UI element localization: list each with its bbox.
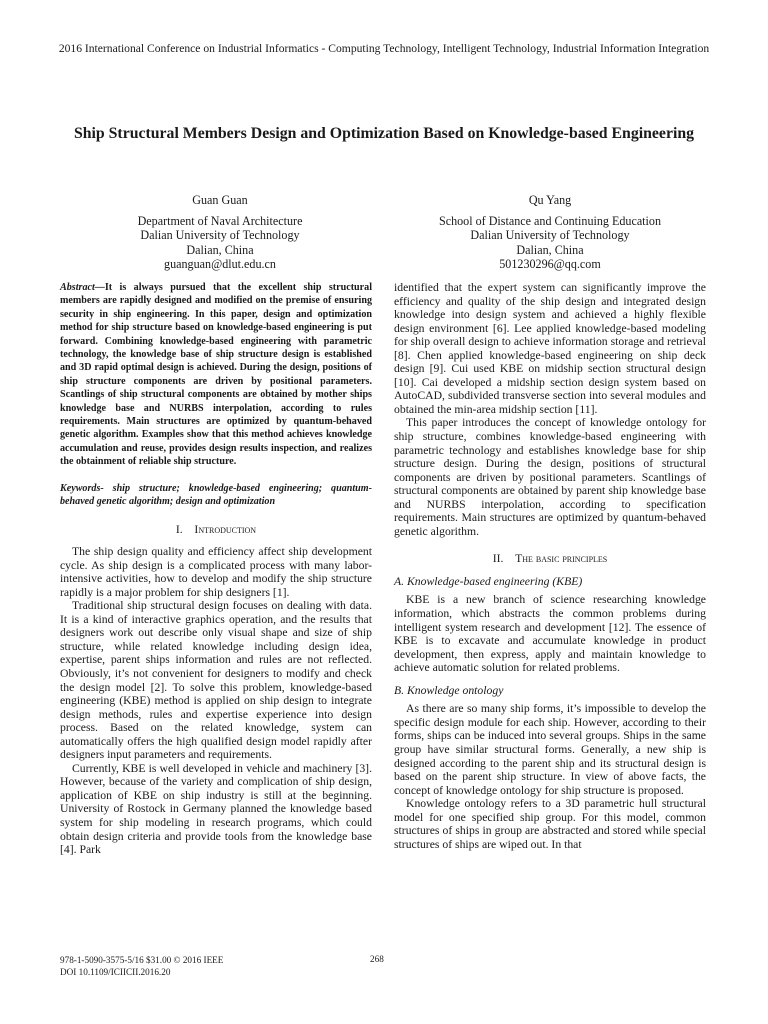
author-block-1	[70, 193, 370, 272]
section-heading-2	[394, 552, 706, 566]
subsection-heading-a: A. Knowledge-based engineering (KBE)	[394, 574, 583, 588]
keywords: Keywords- ship structure; knowledge-based engineering; quantum-behaved genetic algorithm; design and optimization	[60, 482, 372, 508]
section-number: I.	[175, 522, 183, 536]
paragraph: identified that the expert system can significantly improve the efficiency and quality of the ship design and integrated design knowledge into design system and achieved a highly flexible design environment [6]. Lee applied knowledge-based modeling for ship overall design to achieve information storage and retrieval [8]. Chen applied knowledge-based engineering on ship deck design [9]. Cui used KBE on midship section structural design [10]. Cai developed a midship section design system based on AutoCAD, subdivided transverse section into several modules and obtained the min-area midship section [11].	[394, 281, 706, 416]
author-dept: School of Distance and Continuing Education	[438, 213, 662, 228]
page-number: 268	[370, 954, 384, 964]
footer-isbn: 978-1-5090-3575-5/16 $31.00 © 2016 IEEE	[60, 955, 224, 965]
author-block-2	[400, 193, 700, 272]
paragraph: KBE is a new branch of science researching knowledge information, which abstracts the common problems during intelligent system research and development [12]. The essence of KBE is to excavate and accumulate knowledge in product development, then express, apply and maintain knowledge to achieve automatic solution for related problems.	[394, 593, 706, 675]
conference-header: 2016 International Conference on Industrial Informatics - Computing Technology, Intelligent Technology, Industrial Information Integration	[58, 42, 710, 55]
footer-doi: DOI 10.1109/ICIICII.2016.20	[60, 967, 171, 977]
section-number: II.	[492, 552, 504, 566]
paper-title: Ship Structural Members Design and Optimization Based on Knowledge-based Engineering	[73, 125, 695, 142]
author-email[interactable]: guanguan@dlut.edu.cn	[164, 257, 276, 272]
footer-copyright	[60, 954, 223, 978]
paragraph: Traditional ship structural design focuses on dealing with data. It is a kind of interactive graphics operation, and the results that designers work out describe only visual shape and size of ship structure, while related knowledge including design idea, expertise, parent ships information and rules are not reflected. Obviously, it’s not convenient for designers to modify and check the design model [2]. To solve this problem, knowledge-based engineering (KBE) method is applied on ship design to integrate design methods, rules and expertise experience into design process. Based on the related knowledge, system can automatically offers the high qualified design model rapidly after designers input parameters and requirements.	[60, 599, 372, 762]
paragraph: Currently, KBE is well developed in vehicle and machinery [3]. However, because of the variety and complication of ship design, application of KBE on ship industry is still at the beginning. University of Rostock in Germany planned the knowledge based system for ship modeling in research programs, which could obtain design criteria and provide tools from the knowledge base [4]. Park	[60, 761, 372, 857]
abstract	[60, 281, 372, 469]
author-name: Guan Guan	[192, 193, 248, 207]
author-city: Dalian, China	[186, 242, 254, 257]
abstract-label: Abstract—	[60, 282, 105, 293]
section-title: The basic principles	[515, 552, 608, 566]
right-column	[394, 281, 706, 851]
paragraph: This paper introduces the concept of knowledge ontology for ship structure, combines knowledge-based engineering with parametric technology and establishes knowledge base for ship structure design. During the design, positions of structural components are driven by positional parameters. Scantlings of structural components are obtained by parent ship knowledge base and NURBS interpolation, according to specification requirements. Main structures are optimized by quantum-behaved genetic algorithm.	[394, 416, 706, 538]
paragraph: The ship design quality and efficiency affect ship development cycle. As ship design is a complicated process with many labor-intensive activities, how to develop and modify the ship structure rapidly is a major problem for ship designers [1].	[60, 545, 372, 599]
author-name: Qu Yang	[528, 193, 572, 207]
author-univ: Dalian University of Technology	[140, 228, 300, 243]
paragraph: As there are so many ship forms, it’s impossible to develop the specific design module for each ship. However, according to their forms, ships can be induced into several groups. Ships in the same group have similar structural forms. Generally, a new ship is designed according to the parent ship and its structural design is based on the parent ship structure. In view of above facts, the concept of knowledge ontology for ship structure is proposed.	[394, 702, 706, 797]
author-univ: Dalian University of Technology	[470, 228, 630, 243]
author-city: Dalian, China	[516, 242, 584, 257]
paragraph: Knowledge ontology refers to a 3D parametric hull structural model for one specified ship group. For this model, common structures of ships in group are abstracted and stored while special structures of ships are wiped out. In that	[394, 797, 706, 851]
subsection-heading-b: B. Knowledge ontology	[394, 683, 504, 697]
abstract-text: It is always pursued that the excellent ship structural members are rapidly designed and modified on the premise of ensuring security in ship engineering. In this paper, design and optimization method for ship structure based on knowledge-based engineering is put forward. Combining knowledge-based engineering with parametric technology, the knowledge base of ship structure design is established and 3D rapid optimal design is achieved. During the design, positions of ship structure components are driven by positional parameters. Scantlings of ship structural components are obtained by mother ships knowledge base and NURBS interpolation, according to rules requirements. Main structures are optimized by quantum-behaved genetic algorithm. Examples show that this method achieves knowledge accumulation and reuse, provides design results inspection, and realizes the obtainment of reliable ship structure.	[60, 282, 372, 468]
left-column	[60, 281, 372, 857]
section-heading-1	[60, 523, 372, 537]
author-email[interactable]: 501230296@qq.com	[499, 257, 601, 272]
author-dept: Department of Naval Architecture	[137, 213, 303, 228]
section-title: Introduction	[194, 522, 257, 536]
